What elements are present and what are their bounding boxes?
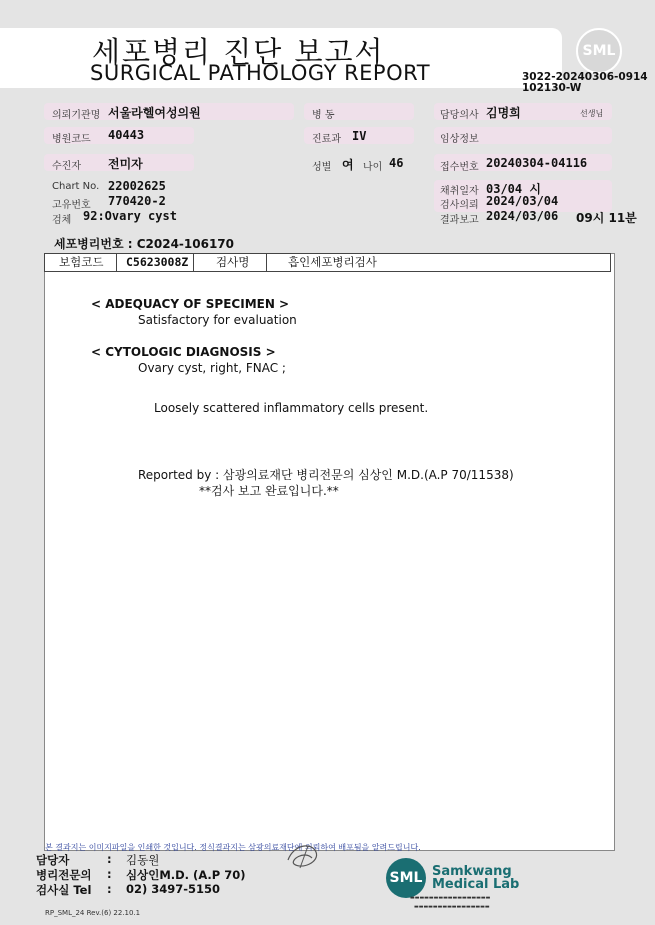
- hospital-code-value: 40443: [108, 128, 145, 142]
- document-id-line1: 3022-20240306-0914: [522, 71, 648, 83]
- specimen-label: 검체: [52, 215, 72, 226]
- lab-logo-icon: SML: [386, 858, 426, 898]
- insurance-code: C5623008Z: [126, 255, 189, 269]
- report-body: [44, 253, 615, 851]
- divider: [116, 254, 117, 271]
- chart-value: 22002625: [108, 179, 166, 193]
- dept-label: 진료과: [312, 134, 341, 145]
- adequacy-text: Satisfactory for evaluation: [138, 313, 297, 327]
- clinical-label: 임상정보: [440, 134, 479, 145]
- lab-name: [432, 865, 519, 891]
- lab-contact-line: ▬▬▬▬▬▬▬▬▬▬▬▬▬▬▬▬: [414, 904, 490, 910]
- institution-label: 의뢰기관명: [52, 110, 101, 121]
- lab-name-line2: Medical Lab: [432, 877, 520, 892]
- sml-logo: SML: [576, 28, 622, 74]
- receipt-label: 접수번호: [440, 162, 479, 173]
- pathologist-value: 심상인M.D. (A.P 70): [126, 868, 246, 882]
- manager-value: 김동원: [126, 853, 160, 867]
- colon: :: [107, 867, 112, 881]
- collect-label: 채취일자: [440, 186, 479, 197]
- finding-text: Loosely scattered inflammatory cells present.: [154, 401, 429, 415]
- unique-value: 770420-2: [108, 194, 166, 208]
- form-code: RP_SML_24 Rev.(6) 22.10.1: [45, 909, 141, 917]
- test-info-row: [44, 253, 611, 272]
- divider: [266, 254, 267, 271]
- reported-by: Reported by : 삼광의료재단 병리전문의 심상인 M.D.(A.P 70/11538): [138, 468, 514, 482]
- request-label: 검사의뢰: [440, 200, 479, 211]
- report-complete: **검사 보고 완료입니다.**: [199, 484, 339, 498]
- receipt-value: 20240304-04116: [486, 156, 588, 170]
- diagnosis-heading: < CYTOLOGIC DIAGNOSIS >: [91, 345, 276, 359]
- notice-text: 본 결과지는 이미지파일을 인쇄한 것입니다. 정식결과지는 삼광의료재단에 의뢰하여 배포됨을 알려드립니다.: [45, 843, 421, 852]
- insurance-label: 보험코드: [59, 255, 104, 269]
- collect-value: 03/04 시: [486, 182, 541, 196]
- doctor-value: 김명희: [486, 106, 521, 120]
- doctor-suffix: 선생님: [580, 109, 604, 118]
- test-name: 흡인세포병리검사: [288, 255, 377, 269]
- signature-mark: [282, 838, 324, 874]
- title-english: SURGICAL PATHOLOGY REPORT: [90, 61, 431, 85]
- manager-label: 담당자: [36, 853, 70, 867]
- tel-label: 검사실 Tel: [36, 883, 92, 897]
- unique-label: 고유번호: [52, 200, 91, 211]
- result-time: 09시 11분: [576, 211, 637, 225]
- cyto-number-label: 세포병리번호 :: [54, 237, 137, 251]
- test-label: 검사명: [216, 255, 250, 269]
- hospital-code-label: 병원코드: [52, 134, 91, 145]
- chart-label: Chart No.: [52, 181, 100, 192]
- result-label: 결과보고: [440, 215, 479, 226]
- divider: [193, 254, 194, 271]
- lab-address-line: ▬▬▬▬▬▬▬▬▬▬▬▬▬▬▬▬▬: [410, 895, 491, 901]
- sex-value: 여: [342, 158, 354, 172]
- pathologist-label: 병리전문의: [36, 868, 92, 882]
- lab-name-line1: Samkwang: [432, 864, 512, 879]
- result-date: 2024/03/06: [486, 209, 559, 223]
- title-korean: 세포병리 진단 보고서: [92, 35, 385, 69]
- patient-name: 전미자: [108, 157, 143, 171]
- colon: :: [107, 882, 112, 896]
- document-id-line2: 102130-W: [522, 82, 582, 94]
- dept-value: IV: [352, 129, 367, 143]
- document-id: [522, 72, 648, 94]
- patient-label: 수진자: [52, 161, 81, 172]
- tel-value: 02) 3497-5150: [126, 882, 221, 896]
- diagnosis-text: Ovary cyst, right, FNAC ;: [138, 361, 286, 375]
- specimen-value: 92:Ovary cyst: [83, 209, 177, 223]
- doctor-label: 담당의사: [440, 110, 479, 121]
- sex-label: 성별: [312, 162, 332, 173]
- request-value: 2024/03/04: [486, 194, 559, 208]
- ward-label: 병 동: [312, 110, 335, 121]
- institution-value: 서울라헬여성의원: [108, 106, 201, 120]
- adequacy-heading: < ADEQUACY OF SPECIMEN >: [91, 297, 290, 311]
- cyto-number-value: C2024-106170: [136, 237, 235, 251]
- age-label: 나이: [363, 162, 383, 173]
- age-value: 46: [389, 156, 404, 170]
- colon: :: [107, 852, 112, 866]
- cyto-number: [54, 235, 234, 252]
